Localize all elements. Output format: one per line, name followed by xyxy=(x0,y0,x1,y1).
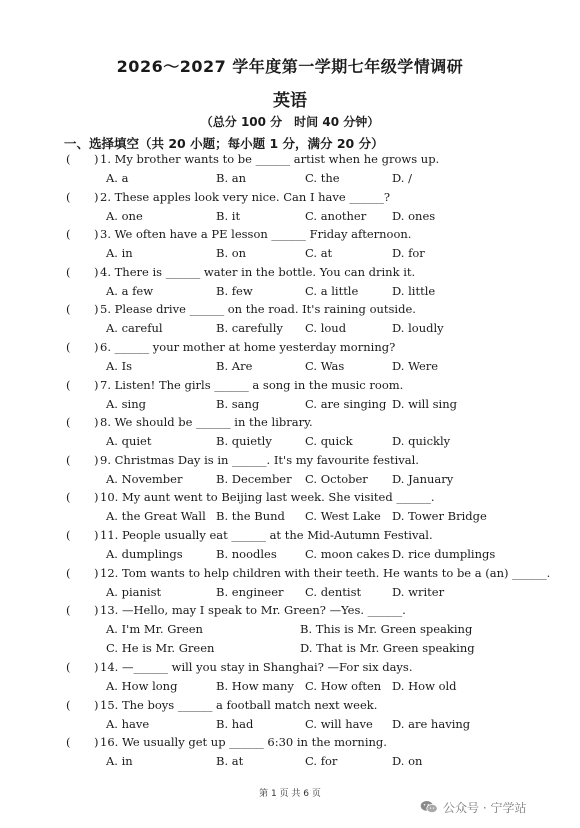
answer-option: A. quiet xyxy=(106,434,152,449)
answer-paren-left: ( xyxy=(66,189,71,204)
answer-paren-right: ) xyxy=(94,490,99,505)
answer-option: C. West Lake xyxy=(305,509,381,524)
answer-paren-left: ( xyxy=(66,227,71,242)
answer-option: C. quick xyxy=(305,434,353,449)
question-stem: 1. My brother wants to be ______ artist when he grows up. xyxy=(100,152,440,166)
question-stem: 15. The boys ______ a football match next week. xyxy=(100,697,378,712)
answer-option: A. one xyxy=(106,208,143,223)
answer-paren-left: ( xyxy=(66,735,71,750)
answer-option: C. are singing xyxy=(305,396,387,411)
question-stem: 14. —______ will you stay in Shanghai? —For six days. xyxy=(100,660,413,675)
answer-paren-left: ( xyxy=(66,490,71,505)
answer-option: C. He is Mr. Green xyxy=(106,641,215,656)
answer-option: A. pianist xyxy=(106,584,162,599)
answer-paren-left: ( xyxy=(66,697,71,712)
answer-option: A. Is xyxy=(106,359,133,373)
answer-option: C. the xyxy=(305,171,340,185)
question-stem: 5. Please drive ______ on the road. It's raining outside. xyxy=(100,302,416,317)
answer-paren-right: ) xyxy=(94,528,99,542)
question-stem: 6. ______ your mother at home yesterday morning? xyxy=(100,340,396,354)
answer-paren-right: ) xyxy=(94,452,99,467)
question-stem: 2. These apples look very nice. Can I have ______? xyxy=(100,189,391,204)
answer-paren-right: ) xyxy=(94,565,99,580)
answer-option: C. loud xyxy=(305,321,347,336)
answer-option: A. November xyxy=(106,471,183,486)
answer-option: D. That is Mr. Green speaking xyxy=(300,641,475,656)
answer-option: B. the Bund xyxy=(216,509,285,524)
answer-option: D. Were xyxy=(392,359,439,373)
answer-paren-right: ) xyxy=(94,189,99,204)
answer-paren-right: ) xyxy=(94,377,99,392)
answer-option: A. a few xyxy=(106,283,154,298)
answer-option: B. noodles xyxy=(216,547,277,561)
answer-option: B. carefully xyxy=(216,321,283,336)
wechat-icon xyxy=(420,800,438,814)
answer-option: C. How often xyxy=(305,679,382,694)
answer-option: A. have xyxy=(106,716,150,731)
question-stem: 8. We should be ______ in the library. xyxy=(100,415,313,430)
answer-option: B. on xyxy=(216,246,247,261)
answer-option: B. few xyxy=(216,283,253,298)
answer-option: D. quickly xyxy=(392,434,451,449)
question-stem: 3. We often have a PE lesson ______ Friday afternoon. xyxy=(100,227,412,242)
question-stem: 4. There is ______ water in the bottle. You can drink it. xyxy=(100,264,416,279)
exam-subject: 英语 xyxy=(273,91,307,111)
question-stem: 11. People usually eat ______ at the Mid-Autumn Festival. xyxy=(100,528,433,542)
answer-paren-right: ) xyxy=(94,264,99,279)
answer-option: B. This is Mr. Green speaking xyxy=(300,622,473,637)
answer-option: C. a little xyxy=(305,283,359,298)
answer-paren-left: ( xyxy=(66,340,71,354)
answer-option: D. / xyxy=(392,171,412,185)
answer-option: B. How many xyxy=(216,679,294,694)
question-stem: 13. —Hello, may I speak to Mr. Green? —Yes. ______. xyxy=(100,603,406,618)
answer-paren-left: ( xyxy=(66,302,71,317)
answer-paren-right: ) xyxy=(94,660,99,675)
answer-option: B. it xyxy=(216,208,241,223)
answer-option: A. the Great Wall xyxy=(106,509,206,524)
question-stem: 9. Christmas Day is in ______. It's my favourite festival. xyxy=(100,452,419,467)
watermark-text: 公众号 · 宁学站 xyxy=(443,800,527,815)
answer-option: D. little xyxy=(392,283,436,298)
answer-option: A. How long xyxy=(106,679,178,694)
answer-paren-right: ) xyxy=(94,735,99,750)
answer-paren-left: ( xyxy=(66,528,71,542)
answer-paren-right: ) xyxy=(94,603,99,618)
answer-paren-left: ( xyxy=(66,660,71,675)
answer-paren-right: ) xyxy=(94,302,99,317)
question-stem: 7. Listen! The girls ______ a song in the music room. xyxy=(100,377,404,392)
answer-option: B. an xyxy=(216,171,247,185)
answer-option: B. sang xyxy=(216,396,260,411)
answer-paren-right: ) xyxy=(94,697,99,712)
answer-option: C. at xyxy=(305,246,333,261)
answer-paren-left: ( xyxy=(66,565,71,580)
answer-option: C. another xyxy=(305,208,367,223)
answer-option: C. will have xyxy=(305,716,373,731)
answer-paren-right: ) xyxy=(94,340,99,354)
question-stem: 16. We usually get up ______ 6:30 in the morning. xyxy=(100,735,387,750)
answer-option: B. Are xyxy=(216,359,253,373)
answer-option: D. are having xyxy=(392,716,471,731)
answer-option: D. loudly xyxy=(392,321,444,336)
question-stem: 12. Tom wants to help children with their teeth. He wants to be a (an) ______. xyxy=(100,565,551,580)
answer-option: D. on xyxy=(392,754,423,769)
question-stem: 10. My aunt went to Beijing last week. She visited ______. xyxy=(100,490,435,505)
answer-option: D. for xyxy=(392,246,425,261)
watermark xyxy=(420,796,570,818)
answer-option: D. Tower Bridge xyxy=(392,509,487,524)
answer-option: C. October xyxy=(305,471,368,486)
answer-option: B. had xyxy=(216,716,254,731)
answer-option: B. at xyxy=(216,754,244,769)
answer-option: A. sing xyxy=(106,396,146,411)
answer-paren-right: ) xyxy=(94,152,99,166)
answer-paren-left: ( xyxy=(66,603,71,618)
answer-option: A. careful xyxy=(106,321,163,336)
answer-option: C. for xyxy=(305,754,338,769)
answer-option: C. dentist xyxy=(305,584,362,599)
answer-paren-right: ) xyxy=(94,415,99,430)
section-heading: 一、选择填空（共 20 小题；每小题 1 分，满分 20 分） xyxy=(64,136,384,151)
answer-paren-left: ( xyxy=(66,264,71,279)
answer-option: D. rice dumplings xyxy=(392,547,496,561)
answer-option: B. quietly xyxy=(216,434,272,449)
answer-option: D. will sing xyxy=(392,396,458,411)
answer-option: D. January xyxy=(392,471,454,486)
answer-option: A. dumplings xyxy=(106,547,183,561)
answer-option: D. How old xyxy=(392,679,457,694)
exam-score-time: （总分 100 分 时间 40 分钟） xyxy=(200,115,380,129)
exam-title: 2026～2027 学年度第一学期七年级学情调研 xyxy=(116,57,464,76)
answer-option: D. ones xyxy=(392,208,436,223)
answer-option: A. in xyxy=(106,246,133,261)
answer-paren-left: ( xyxy=(66,152,71,166)
answer-option: C. Was xyxy=(305,359,345,373)
answer-option: A. I'm Mr. Green xyxy=(106,622,203,637)
answer-option: D. writer xyxy=(392,584,445,599)
answer-option: A. a xyxy=(106,171,129,185)
answer-option: C. moon cakes xyxy=(305,547,390,561)
page-number: 第 1 页 共 6 页 xyxy=(259,789,321,799)
answer-paren-left: ( xyxy=(66,377,71,392)
answer-paren-left: ( xyxy=(66,452,71,467)
answer-option: B. engineer xyxy=(216,584,284,599)
answer-paren-left: ( xyxy=(66,415,71,430)
answer-option: B. December xyxy=(216,471,292,486)
answer-paren-right: ) xyxy=(94,227,99,242)
answer-option: A. in xyxy=(106,754,133,769)
